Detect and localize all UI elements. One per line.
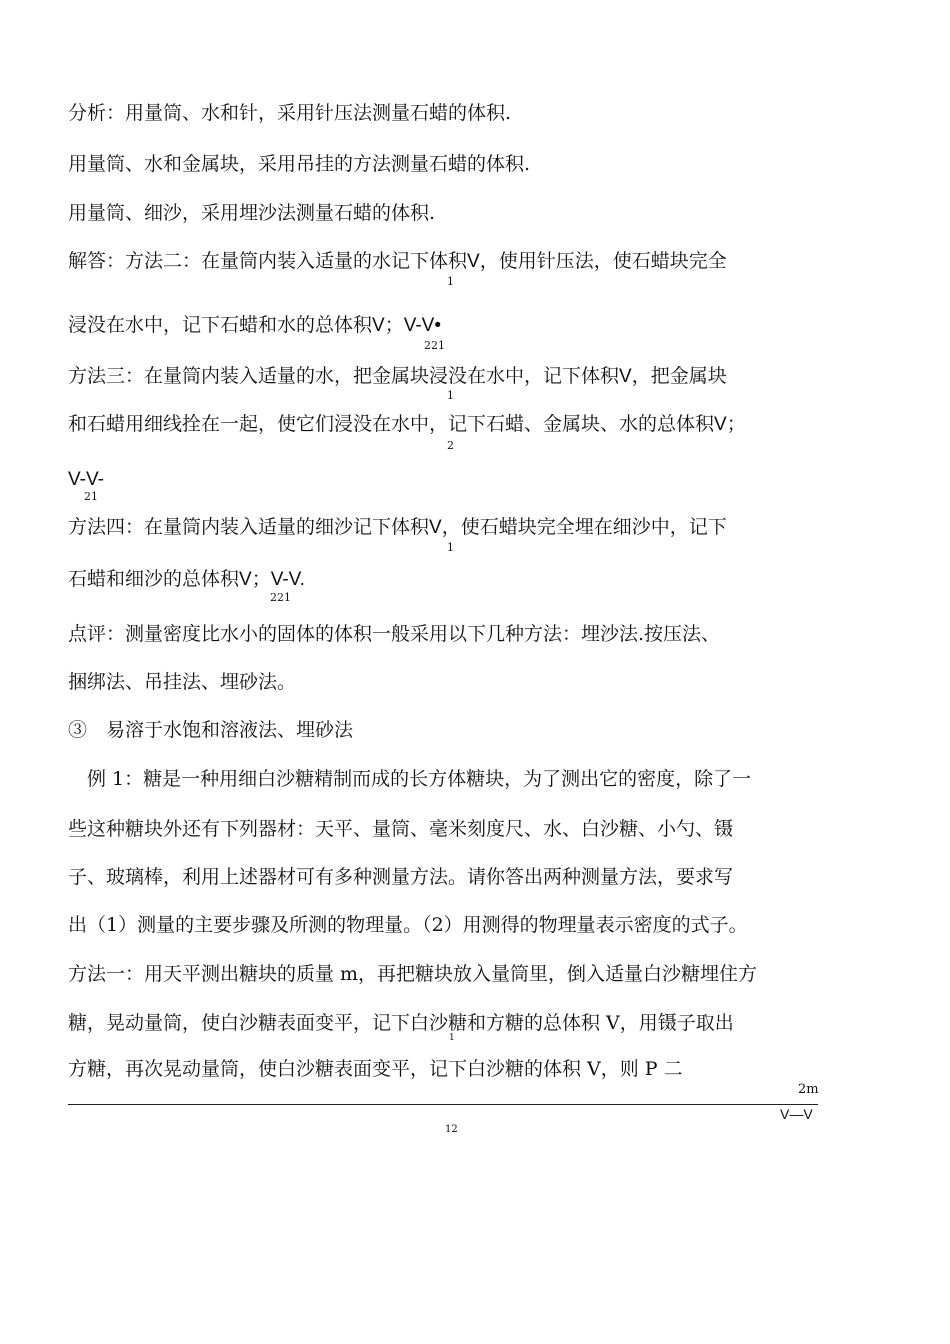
line-7-var: V； bbox=[714, 414, 746, 435]
line-4-var: V，使用针压法，使石蜡块完全 bbox=[467, 251, 727, 272]
line-19-subscript: 1 bbox=[449, 1033, 455, 1043]
line-9-subscript: 1 bbox=[447, 541, 454, 554]
text-line-5 bbox=[68, 313, 441, 338]
line-10-var: V；V-V. bbox=[239, 569, 305, 590]
text-line-18: 方法一：用天平测出糖块的质量 m，再把糖块放入量筒里，倒入适量白沙糖埋住方 bbox=[68, 963, 758, 985]
text-line-8: V-V- bbox=[68, 469, 104, 490]
line-4-subscript: 1 bbox=[447, 275, 454, 288]
text-line-12: 捆绑法、吊挂法、埋砂法。 bbox=[68, 671, 297, 693]
line-6-text: 方法三：在量筒内装入适量的水，把金属块浸没在水中，记下体积 bbox=[68, 365, 620, 387]
text-line-9 bbox=[68, 515, 727, 540]
line-5-var: V；V-V• bbox=[372, 315, 441, 336]
text-line-17: 出（1）测量的主要步骤及所测的物理量。（2）用测得的物理量表示密度的式子。 bbox=[68, 914, 748, 936]
line-4-text: 解答：方法二：在量筒内装入适量的水记下体积 bbox=[68, 250, 468, 272]
text-line-3: 用量筒、细沙，采用埋沙法测量石蜡的体积. bbox=[68, 202, 436, 224]
fraction-subscript: 12 bbox=[445, 1124, 458, 1135]
text-line-16: 子、玻璃棒，利用上述器材可有多种测量方法。请你答出两种测量方法，要求写 bbox=[68, 866, 734, 888]
text-line-11: 点评：测量密度比水小的固体的体积一般采用以下几种方法：埋沙法.按压法、 bbox=[68, 623, 721, 645]
line-8-subscript: 21 bbox=[84, 490, 98, 503]
text-line-20: 方糖，再次晃动量筒，使白沙糖表面变平，记下白沙糖的体积 V，则 P 二 bbox=[68, 1058, 683, 1080]
line-9-var: V，使石蜡块完全埋在细沙中，记下 bbox=[429, 517, 727, 538]
line-7-subscript: 2 bbox=[447, 439, 454, 452]
line-10-subscript: 221 bbox=[270, 591, 291, 604]
line-6-subscript: 1 bbox=[447, 389, 454, 402]
text-line-2: 用量筒、水和金属块，采用吊挂的方法测量石蜡的体积. bbox=[68, 153, 531, 175]
text-line-7 bbox=[68, 412, 746, 437]
line-6-var: V，把金属块 bbox=[619, 366, 727, 387]
line-9-text: 方法四：在量筒内装入适量的细沙记下体积 bbox=[68, 516, 430, 538]
line-5-subscript: 221 bbox=[424, 339, 445, 352]
text-line-13: ③ 易溶于水饱和溶液法、埋砂法 bbox=[68, 719, 354, 741]
text-line-4 bbox=[68, 249, 727, 274]
text-line-14: 例 1：糖是一种用细白沙糖精制而成的长方体糖块，为了测出它的密度，除了一 bbox=[68, 768, 752, 790]
text-line-15: 些这种糖块外还有下列器材：天平、量筒、毫米刻度尺、水、白沙糖、小勺、镊 bbox=[68, 818, 734, 840]
line-10-text: 石蜡和细沙的总体积 bbox=[68, 568, 240, 590]
fraction-denominator: V—V bbox=[780, 1106, 813, 1122]
line-5-text: 浸没在水中，记下石蜡和水的总体积 bbox=[68, 314, 373, 336]
text-line-6 bbox=[68, 364, 727, 389]
text-line-1: 分析：用量筒、水和针，采用针压法测量石蜡的体积. bbox=[68, 102, 512, 124]
text-line-19: 糖，晃动量筒，使白沙糖表面变平，记下白沙糖和方糖的总体积 V，用镊子取出 bbox=[68, 1012, 734, 1034]
fraction-numerator: 2m bbox=[798, 1082, 819, 1097]
text-line-10 bbox=[68, 567, 305, 592]
fraction-bar bbox=[68, 1104, 818, 1105]
line-7-text: 和石蜡用细线拴在一起，使它们浸没在水中，记下石蜡、金属块、水的总体积 bbox=[68, 413, 715, 435]
